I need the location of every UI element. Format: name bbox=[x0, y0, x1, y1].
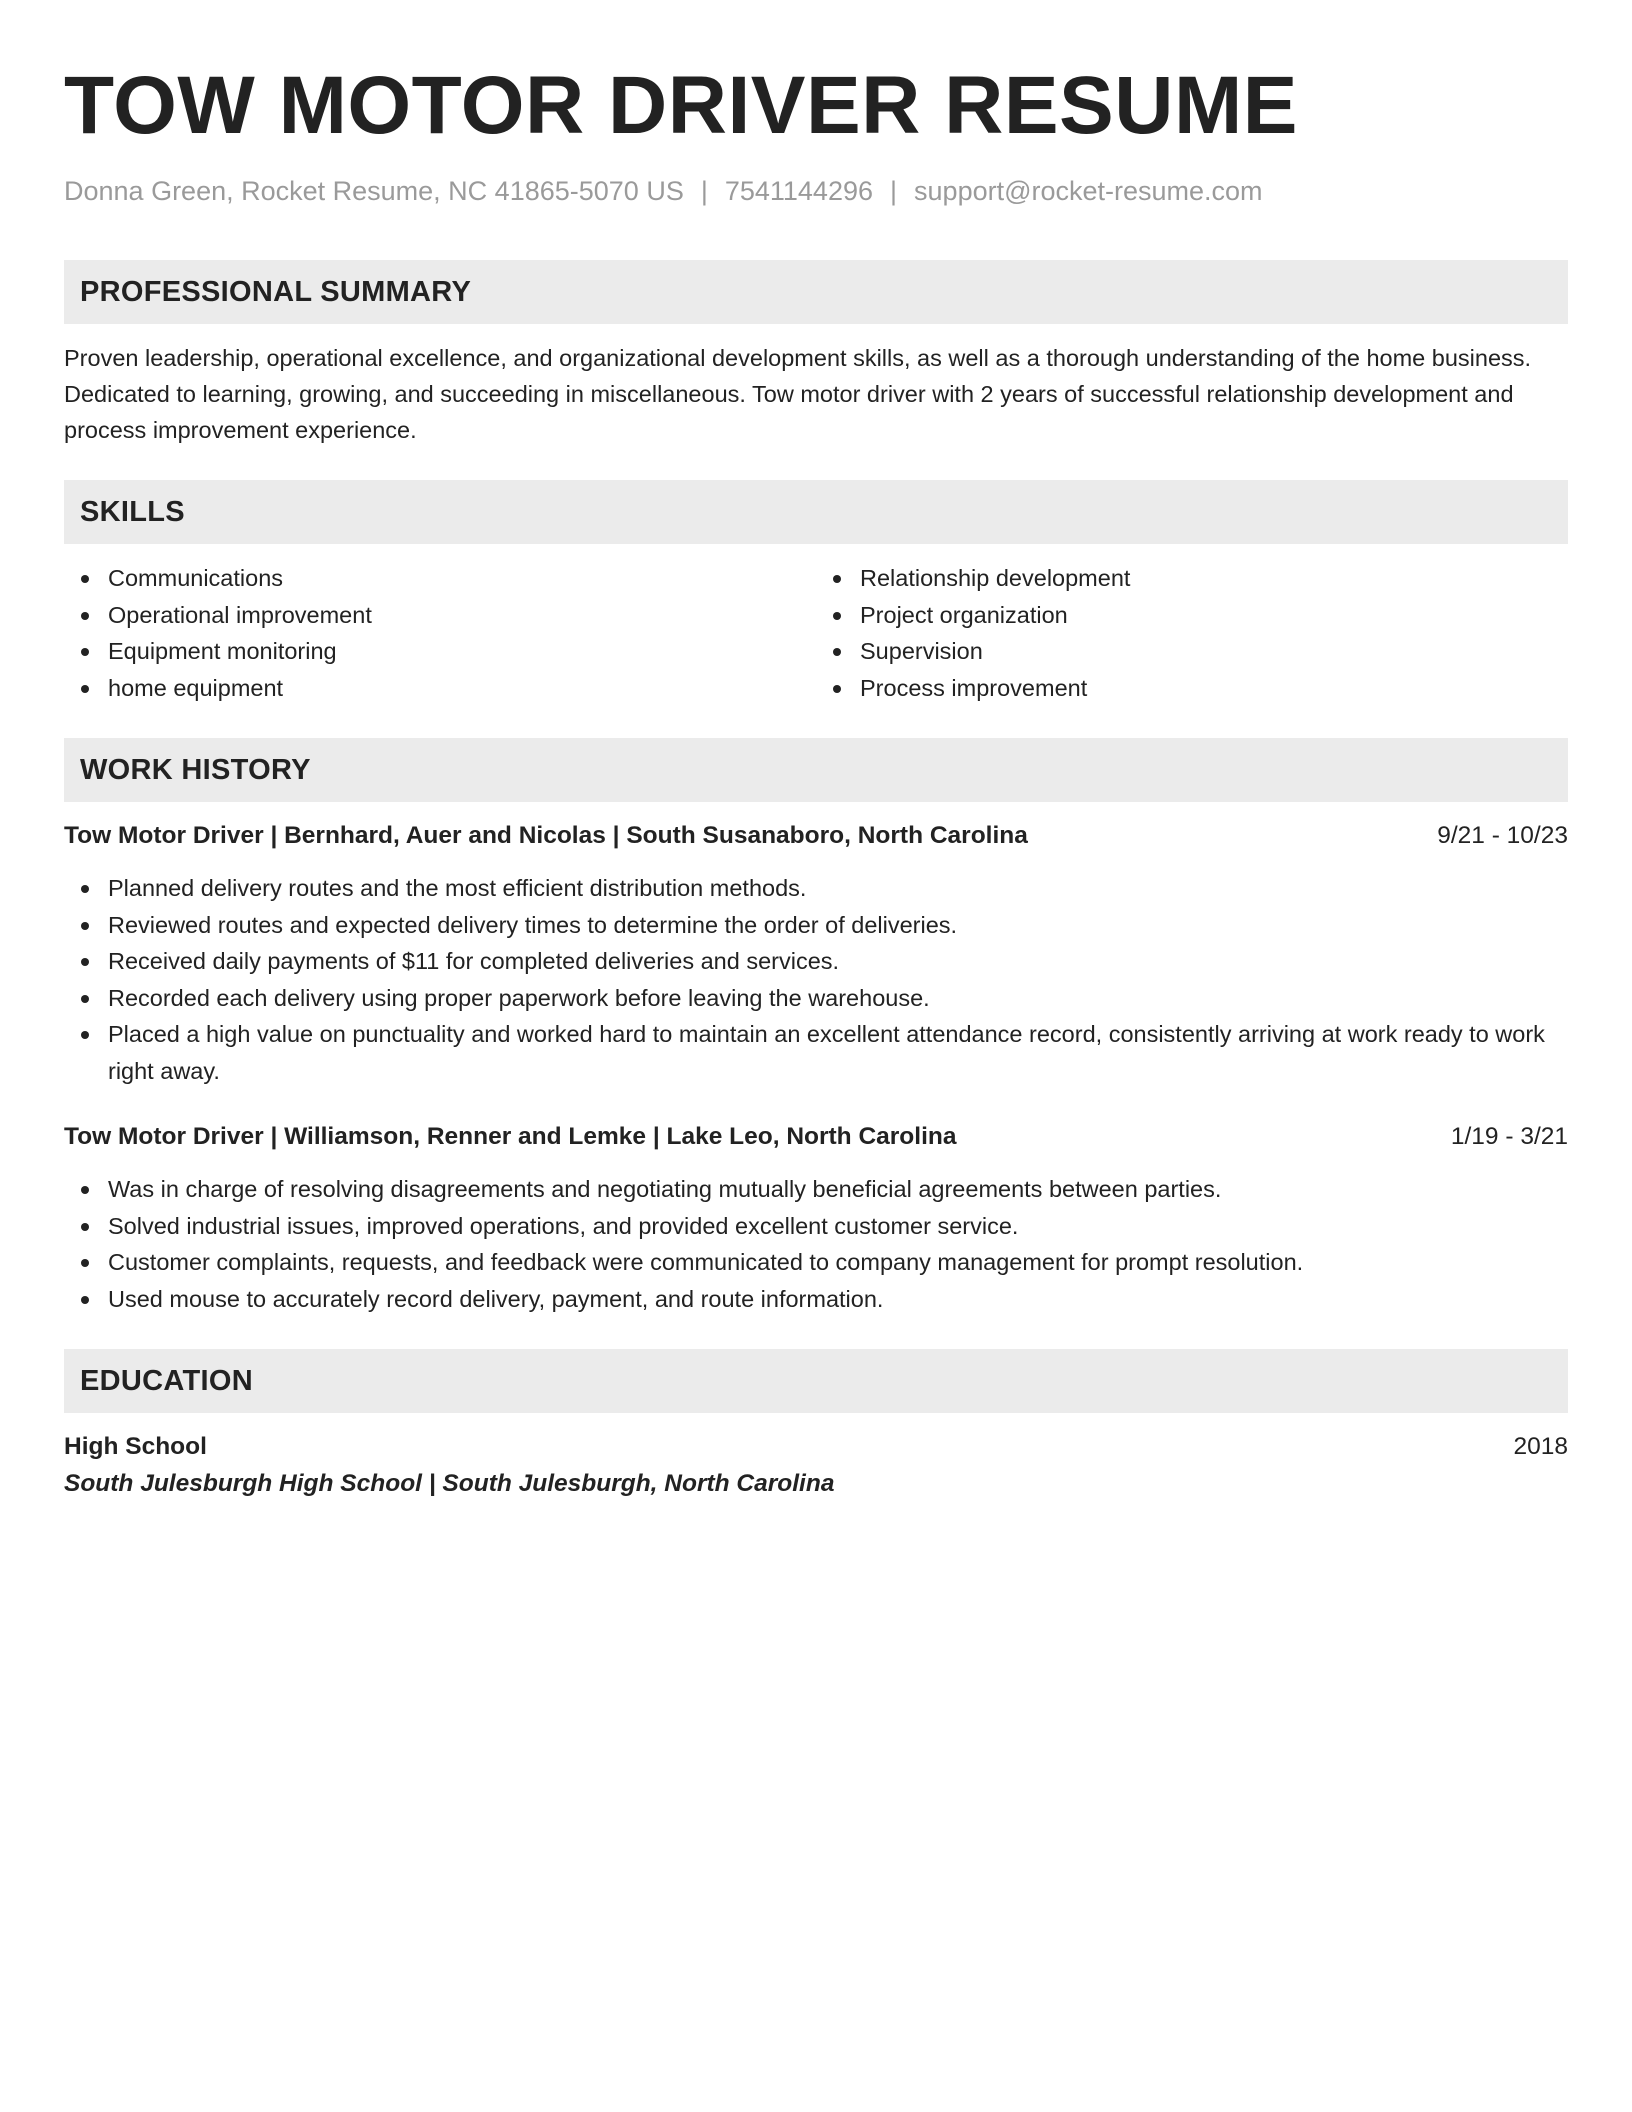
contact-address: Donna Green, Rocket Resume, NC 41865-5070 US bbox=[64, 176, 684, 206]
education-year: 2018 bbox=[1513, 1433, 1568, 1460]
contact-line bbox=[64, 174, 1568, 208]
job-dates: 1/19 - 3/21 bbox=[1450, 1123, 1568, 1150]
job-dates: 9/21 - 10/23 bbox=[1437, 822, 1568, 849]
job-header bbox=[64, 1119, 1568, 1155]
job-title: Tow Motor Driver | Williamson, Renner and Lemke | Lake Leo, North Carolina bbox=[64, 1123, 957, 1150]
education-entry bbox=[64, 1429, 1568, 1503]
job-bullet: Planned delivery routes and the most efficient distribution methods. bbox=[64, 870, 1568, 907]
job-bullet: Used mouse to accurately record delivery, payment, and route information. bbox=[64, 1281, 1568, 1318]
section-heading-work-history: WORK HISTORY bbox=[64, 738, 1568, 802]
job-bullet: Was in charge of resolving disagreements and negotiating mutually beneficial agreements between parties. bbox=[64, 1171, 1568, 1208]
section-heading-skills: SKILLS bbox=[64, 480, 1568, 544]
skills-column-left bbox=[64, 560, 816, 706]
job-entry bbox=[64, 1119, 1568, 1317]
education-header bbox=[64, 1429, 1568, 1465]
skills-column-right bbox=[816, 560, 1568, 706]
skill-item: Supervision bbox=[816, 633, 1568, 670]
job-bullet: Placed a high value on punctuality and worked hard to maintain an excellent attendance record, consistently arriving at work ready to work right away. bbox=[64, 1016, 1568, 1089]
resume-title: TOW MOTOR DRIVER RESUME bbox=[64, 60, 1298, 151]
contact-phone: 7541144296 bbox=[724, 176, 874, 206]
section-heading-education: EDUCATION bbox=[64, 1349, 1568, 1413]
skills-grid bbox=[64, 560, 1568, 706]
skill-item: Relationship development bbox=[816, 560, 1568, 597]
contact-separator: | bbox=[700, 176, 708, 206]
section-heading-summary: PROFESSIONAL SUMMARY bbox=[64, 260, 1568, 324]
job-entry bbox=[64, 818, 1568, 1089]
summary-text: Proven leadership, operational excellence, and organizational development skills, as well as a thorough understanding of the home business. Dedicated to learning, growing, and succeeding in miscellaneous. Tow motor driver with 2 years of successful relationship development and process improvement experience. bbox=[64, 345, 1532, 443]
skill-item: Communications bbox=[64, 560, 816, 597]
job-bullets bbox=[64, 870, 1568, 1089]
skill-item: Equipment monitoring bbox=[64, 633, 816, 670]
skill-item: Project organization bbox=[816, 597, 1568, 634]
education-school: South Julesburgh High School | South Julesburgh, North Carolina bbox=[64, 1470, 835, 1497]
job-bullet: Received daily payments of $11 for completed deliveries and services. bbox=[64, 943, 1568, 980]
job-title: Tow Motor Driver | Bernhard, Auer and Nicolas | South Susanaboro, North Carolina bbox=[64, 822, 1028, 849]
job-bullet: Recorded each delivery using proper paperwork before leaving the warehouse. bbox=[64, 980, 1568, 1017]
contact-email: support@rocket-resume.com bbox=[914, 176, 1263, 206]
education-degree: High School bbox=[64, 1433, 207, 1460]
job-bullet: Reviewed routes and expected delivery times to determine the order of deliveries. bbox=[64, 907, 1568, 944]
job-bullet: Customer complaints, requests, and feedback were communicated to company management for prompt resolution. bbox=[64, 1244, 1568, 1281]
skill-item: home equipment bbox=[64, 670, 816, 707]
skill-item: Operational improvement bbox=[64, 597, 816, 634]
skill-item: Process improvement bbox=[816, 670, 1568, 707]
contact-separator: | bbox=[890, 176, 898, 206]
job-bullets bbox=[64, 1171, 1568, 1317]
job-bullet: Solved industrial issues, improved operations, and provided excellent customer service. bbox=[64, 1208, 1568, 1245]
job-header bbox=[64, 818, 1568, 854]
